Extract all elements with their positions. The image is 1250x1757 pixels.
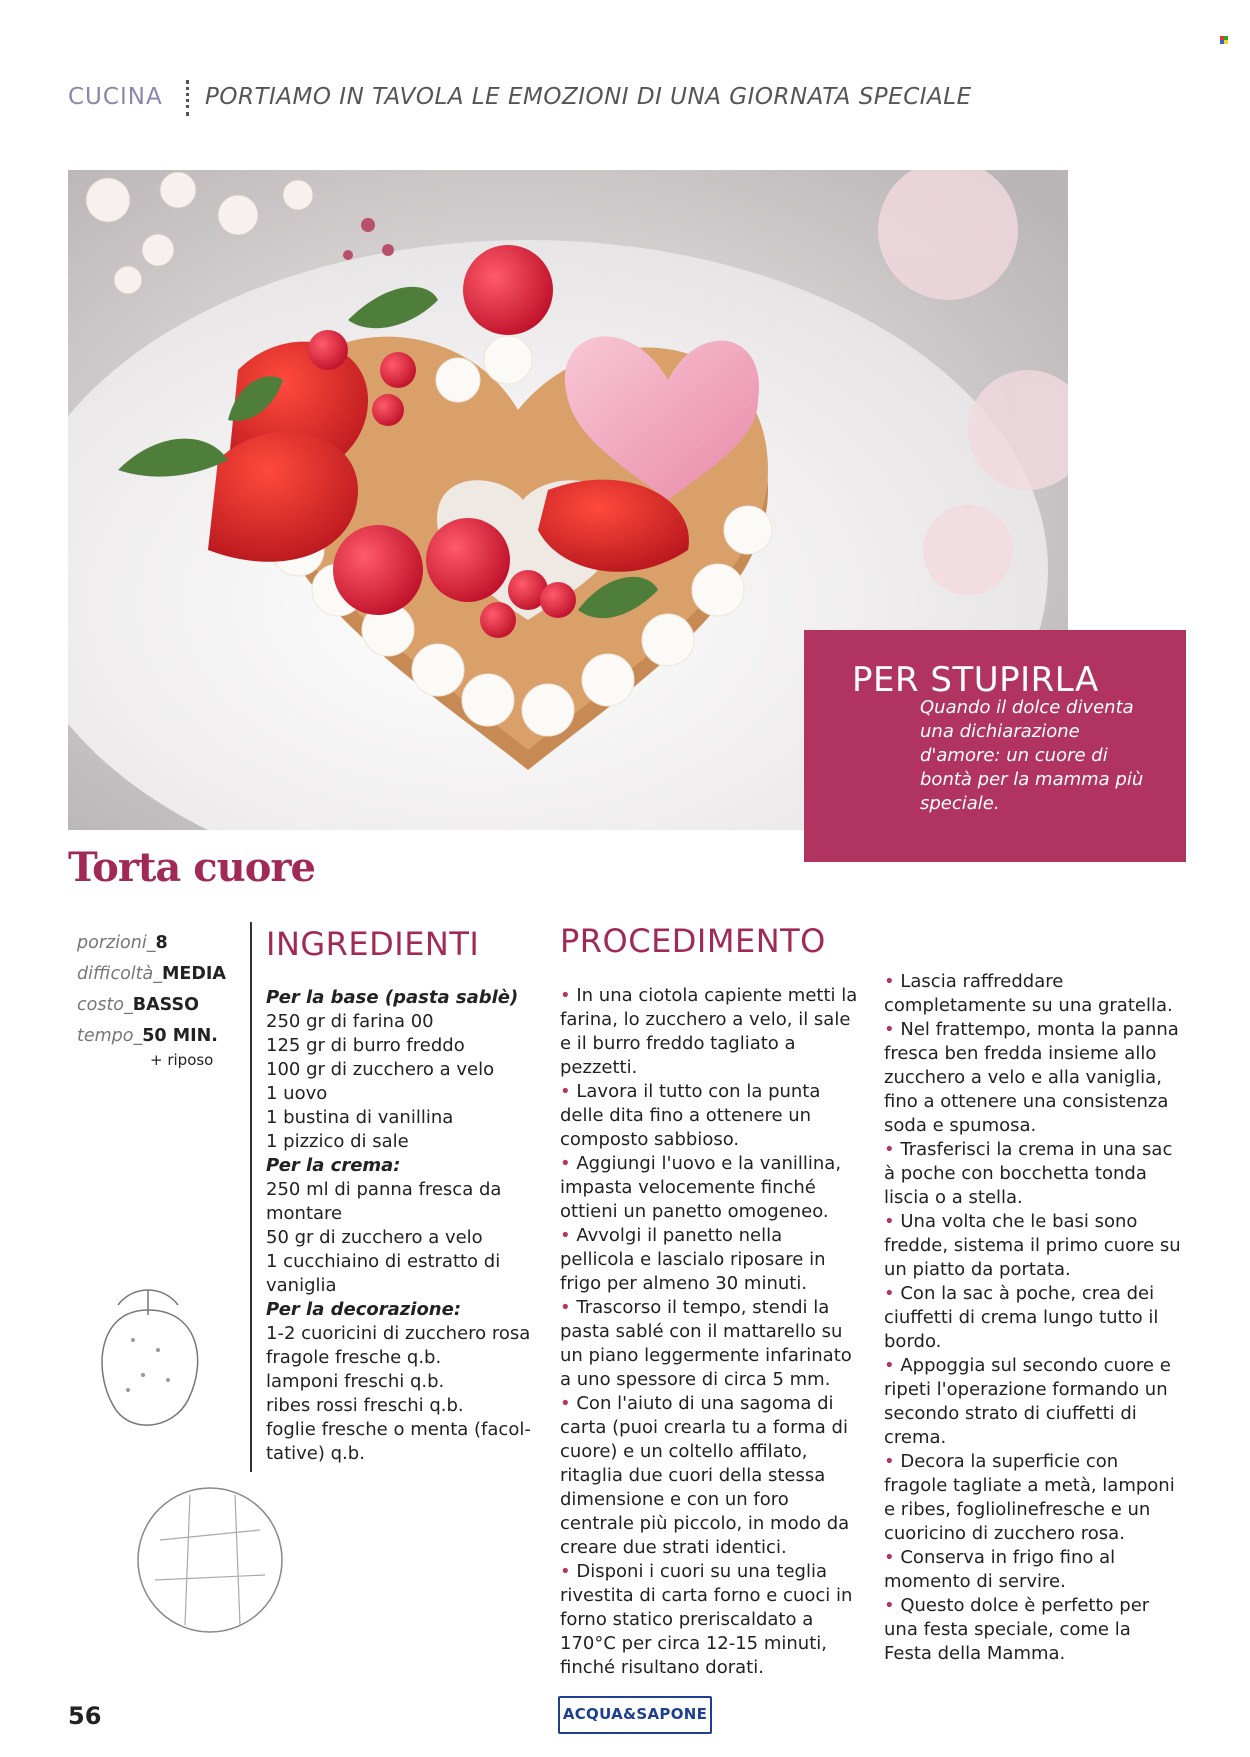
meta-row (77, 928, 226, 959)
strawberry-sketch-icon (88, 1280, 208, 1444)
meta-label: tempo_ (77, 1026, 143, 1046)
ingredient-item: ribes rossi freschi q.b. (266, 1395, 464, 1416)
ingredient-item: foglie fresche o menta (facol-tative) q.b. (266, 1419, 531, 1464)
procedure-step: • Nel frattempo, monta la panna fresca ben fredda insieme allo zucchero a velo e alla vaniglia, fino a ottenere una consistenza soda e spumosa. (884, 1019, 1179, 1136)
step-text: Lascia raffreddare completamente su una gratella. (884, 971, 1173, 1016)
procedure-step: • Questo dolce è perfetto per una festa speciale, come la Festa della Mamma. (884, 1595, 1150, 1664)
callout-text: Quando il dolce diventa una dichiarazione d'amore: un cuore di bontà per la mamma più speciale. (920, 697, 1144, 814)
meta-divider (250, 922, 252, 1472)
recipe-meta (77, 928, 226, 1068)
step-text: Questo dolce è perfetto per una festa speciale, come la Festa della Mamma. (884, 1595, 1150, 1664)
meta-value: 50 MIN. (142, 1026, 218, 1046)
step-text: Aggiungi l'uovo e la vanillina, impasta velocemente finché ottieni un panetto omogeneo. (560, 1153, 842, 1222)
procedure-step: • Disponi i cuori su una teglia rivestita di carta forno e cuoci in forno statico preriscaldato a 170°C per circa 12-15 minuti, finché risultano dorati. (560, 1561, 853, 1678)
ingredient-group-title: Per la crema: (266, 1155, 401, 1176)
page-number: 56 (68, 1702, 102, 1730)
procedure-step: • Una volta che le basi sono fredde, sistema il primo cuore su un piatto da portata. (884, 1211, 1181, 1280)
procedure-step: • Lascia raffreddare completamente su una gratella. (884, 971, 1173, 1016)
ingredient-item: fragole fresche q.b. (266, 1347, 442, 1368)
ingredient-item: 1 cucchiaino di estratto di vaniglia (266, 1251, 501, 1296)
step-text: Lavora il tutto con la punta delle dita fino a ottenere un composto sabbioso. (560, 1081, 821, 1150)
meta-value: 8 (155, 933, 168, 953)
corner-mark-icon (1220, 36, 1228, 44)
meta-label: costo_ (77, 995, 133, 1015)
meta-row (77, 990, 226, 1021)
step-text: Conserva in frigo fino al momento di servire. (884, 1547, 1116, 1592)
section-label: CUCINA (68, 84, 163, 110)
ingredient-item: 125 gr di burro freddo (266, 1035, 465, 1056)
procedure-column-1 (560, 984, 860, 1680)
procedure-column-2 (884, 970, 1184, 1666)
ingredient-item: 100 gr di zucchero a velo (266, 1059, 495, 1080)
step-text: Trasferisci la crema in una sac à poche con bocchetta tonda liscia o a stella. (884, 1139, 1173, 1208)
header-divider (186, 80, 189, 116)
meta-label: porzioni_ (77, 933, 156, 953)
callout-box (804, 630, 1186, 862)
procedure-step: • Lavora il tutto con la punta delle dita fino a ottenere un composto sabbioso. (560, 1081, 821, 1150)
ingredient-item: 50 gr di zucchero a velo (266, 1227, 483, 1248)
brand-logo: ACQUA&SAPONE (558, 1696, 712, 1734)
procedure-step: • Appoggia sul secondo cuore e ripeti l'operazione formando un secondo strato di ciuffetti di crema. (884, 1355, 1171, 1448)
step-text: Decora la superficie con fragole tagliate a metà, lamponi e ribes, fogliolinefresche e un cuoricino di zucchero rosa. (884, 1451, 1175, 1544)
recipe-title: Torta cuore (68, 844, 315, 891)
ingredient-item: 250 ml di panna fresca da montare (266, 1179, 502, 1224)
step-text: Trascorso il tempo, stendi la pasta sablé con il mattarello su un piano leggermente infarinato a uno spessore di circa 5 mm. (560, 1297, 852, 1390)
header-title: PORTIAMO IN TAVOLA LE EMOZIONI DI UNA GIORNATA SPECIALE (205, 84, 972, 110)
step-text: Appoggia sul secondo cuore e ripeti l'operazione formando un secondo strato di ciuffetti di crema. (884, 1355, 1171, 1448)
meta-row (77, 1021, 226, 1052)
ingredients-heading: INGREDIENTI (266, 925, 480, 963)
ingredient-item: lamponi freschi q.b. (266, 1371, 445, 1392)
meta-extra: + riposo (150, 1051, 214, 1069)
callout-heading: PER STUPIRLA (852, 660, 1099, 700)
meta-value: MEDIA (162, 964, 226, 984)
step-text: Disponi i cuori su una teglia rivestita di carta forno e cuoci in forno statico preriscaldato a 170°C per circa 12-15 minuti, finché risultano dorati. (560, 1561, 853, 1678)
procedure-step: • Trascorso il tempo, stendi la pasta sablé con il mattarello su un piano leggermente infarinato a uno spessore di circa 5 mm. (560, 1297, 852, 1390)
bread-sketch-icon (130, 1480, 290, 1644)
procedure-step: • Aggiungi l'uovo e la vanillina, impasta velocemente finché ottieni un panetto omogeneo. (560, 1153, 842, 1222)
procedure-step: • Decora la superficie con fragole tagliate a metà, lamponi e ribes, fogliolinefresche e un cuoricino di zucchero rosa. (884, 1451, 1175, 1544)
step-text: In una ciotola capiente metti la farina, lo zucchero a velo, il sale e il burro freddo tagliato a pezzetti. (560, 985, 858, 1078)
ingredient-group-title: Per la base (pasta sablè) (266, 987, 519, 1008)
meta-row (77, 959, 226, 990)
step-text: Con la sac à poche, crea dei ciuffetti di crema lungo tutto il bordo. (884, 1283, 1159, 1352)
step-text: Con l'aiuto di una sagoma di carta (puoi crearla tu a forma di cuore) e un coltello affilato, ritaglia due cuori della stessa dimensione e con un foro centrale più piccolo, in modo da creare due strati identici. (560, 1393, 850, 1558)
procedure-step: • In una ciotola capiente metti la farina, lo zucchero a velo, il sale e il burro freddo tagliato a pezzetti. (560, 985, 858, 1078)
ingredient-item: 1 pizzico di sale (266, 1131, 409, 1152)
ingredient-item: 1 uovo (266, 1083, 328, 1104)
ingredient-item: 1 bustina di vanillina (266, 1107, 454, 1128)
procedure-step: • Con la sac à poche, crea dei ciuffetti di crema lungo tutto il bordo. (884, 1283, 1159, 1352)
procedure-step: • Avvolgi il panetto nella pellicola e lascialo riposare in frigo per almeno 30 minuti. (560, 1225, 826, 1294)
procedure-step: • Trasferisci la crema in una sac à poche con bocchetta tonda liscia o a stella. (884, 1139, 1173, 1208)
ingredients-list (266, 986, 536, 1466)
procedure-step: • Con l'aiuto di una sagoma di carta (puoi crearla tu a forma di cuore) e un coltello affilato, ritaglia due cuori della stessa dimensione e con un foro centrale più piccolo, in modo da creare due strati identici. (560, 1393, 850, 1558)
procedure-step: • Conserva in frigo fino al momento di servire. (884, 1547, 1116, 1592)
procedure-heading: PROCEDIMENTO (560, 922, 826, 960)
ingredient-item: 1-2 cuoricini di zucchero rosa (266, 1323, 531, 1344)
ingredient-group-title: Per la decorazione: (266, 1299, 462, 1320)
step-text: Una volta che le basi sono fredde, sistema il primo cuore su un piatto da portata. (884, 1211, 1181, 1280)
meta-label: difficoltà_ (77, 964, 162, 984)
step-text: Nel frattempo, monta la panna fresca ben fredda insieme allo zucchero a velo e alla vaniglia, fino a ottenere una consistenza soda e spumosa. (884, 1019, 1179, 1136)
step-text: Avvolgi il panetto nella pellicola e lascialo riposare in frigo per almeno 30 minuti. (560, 1225, 826, 1294)
meta-value: BASSO (132, 995, 199, 1015)
ingredient-item: 250 gr di farina 00 (266, 1011, 434, 1032)
